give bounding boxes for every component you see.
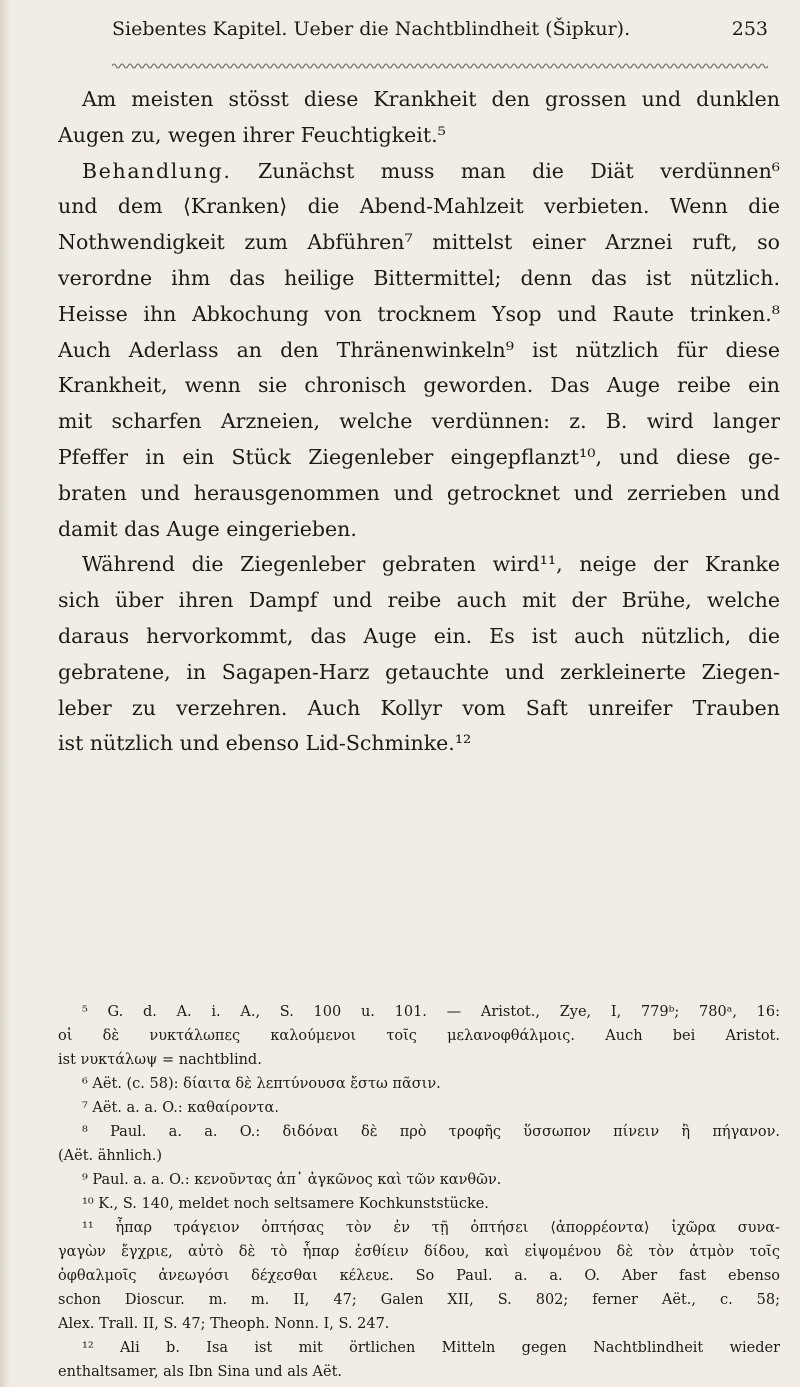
footnote-line: ⁵ G. d. A. i. A., S. 100 u. 101. — Aristot., Zye, I, 779ᵇ; 780ᵃ, 16: [82,1004,780,1020]
text-line: Auch Aderlass an den Thränenwinkeln⁹ ist nützlich für diese [58,337,780,362]
main-text [58,82,780,762]
footnote-line: ¹¹ ἧπαρ τράγειον ὀπτήσας τὸν ἐν τῇ ὀπτήσει ⟨ἀπορρέοντα⟩ ἰχῶρα συνα- [82,1220,780,1236]
text-line: Am meisten stösst diese Krankheit den grossen und dunklen [82,87,780,111]
text-line: Pfeffer in ein Stück Ziegenleber eingepflanzt¹⁰, und diese ge- [58,444,780,469]
text-line: ist nützlich und ebenso Lid-Schminke.¹² [58,731,472,756]
text-line: Heisse ihn Abkochung von trocknem Ysop und Raute trinken.⁸ [58,301,780,326]
running-head [112,12,768,46]
footnote-line: enthaltsamer, als Ibn Sina und als Aët. [58,1364,343,1380]
text-line: Krankheit, wenn sie chronisch geworden. Das Auge reibe ein [58,373,780,398]
text-line: verordne ihm das heilige Bittermittel; denn das ist nützlich. [58,265,780,290]
text-line: Behandlung. Zunächst muss man die Diät verdünnen⁶ [82,158,780,183]
text-line: mit scharfen Arzneien, welche verdünnen: z. B. wird langer [58,409,780,434]
footnote-line: Alex. Trall. II, S. 47; Theoph. Nonn. I, S. 247. [58,1316,390,1332]
page-edge-shadow [0,0,10,1387]
chapter-title: Siebentes Kapitel. Ueber die Nachtblindheit (Šipkur). [112,18,631,40]
footnote-line: οἱ δὲ νυκτάλωπες καλούμενοι τοῖς μελανοφθάλμοις. Auch bei Aristot. [58,1028,780,1044]
ornamental-wavy-rule [112,60,768,72]
footnote-line: ist νυκτάλωψ = nachtblind. [58,1052,262,1068]
text-line: sich über ihren Dampf und reibe auch mit der Brühe, welche [58,588,780,613]
footnote-line: (Aët. ähnlich.) [58,1148,163,1164]
text-line: damit das Auge eingerieben. [58,516,357,541]
footnote-line: ⁶ Aët. (c. 58): δίαιτα δὲ λεπτύνουσα ἔστω πᾶσιν. [82,1076,441,1092]
text-line: braten und herausgenommen und getrocknet und zerrieben und [58,480,780,505]
text-line: leber zu verzehren. Auch Kollyr vom Saft unreifer Trauben [58,695,780,720]
footnote-line: ¹⁰ K., S. 140, meldet noch seltsamere Kochkunststücke. [82,1196,489,1212]
section-keyword: Behandlung. [82,158,232,183]
footnote-line: ¹² Ali b. Isa ist mit örtlichen Mitteln gegen Nachtblindheit wieder [82,1340,780,1356]
footnotes [58,1000,780,1384]
text-line: Während die Ziegenleber gebraten wird¹¹, neige der Kranke [82,552,780,577]
footnote-line: γαγὼν ἔγχριε, αὐτὸ δὲ τὸ ἧπαρ ἐσθίειν δίδου, καὶ εἰψομένου δὲ τὸν ἀτμὸν τοῖς [58,1244,780,1260]
footnote-line: ⁹ Paul. a. a. O.: κενοῦντας ἀπ᾽ ἀγκῶνος καὶ τῶν κανθῶν. [82,1172,502,1188]
footnote-line: ὀφθαλμοῖς ἀνεωγόσι δέχεσθαι κέλευε. So Paul. a. a. O. Aber fast ebenso [58,1268,780,1284]
page-number: 253 [731,18,768,40]
text-line: Augen zu, wegen ihrer Feuchtigkeit.⁵ [58,122,446,147]
footnote-line: ⁷ Aët. a. a. O.: καθαίροντα. [82,1100,279,1116]
footnote-line: schon Dioscur. m. m. II, 47; Galen XII, S. 802; ferner Aët., c. 58; [58,1292,780,1308]
text-line: und dem ⟨Kranken⟩ die Abend-Mahlzeit verbieten. Wenn die [58,194,780,219]
footnote-line: ⁸ Paul. a. a. O.: διδόναι δὲ πρὸ τροφῆς ὕσσωπον πίνειν ἢ πήγανον. [82,1124,780,1140]
text-line: Nothwendigkeit zum Abführen⁷ mittelst einer Arznei ruft, so [58,230,780,255]
text-line: daraus hervorkommt, das Auge ein. Es ist auch nützlich, die [58,623,780,648]
text-line: gebratene, in Sagapen-Harz getauchte und zerkleinerte Ziegen- [58,659,780,684]
